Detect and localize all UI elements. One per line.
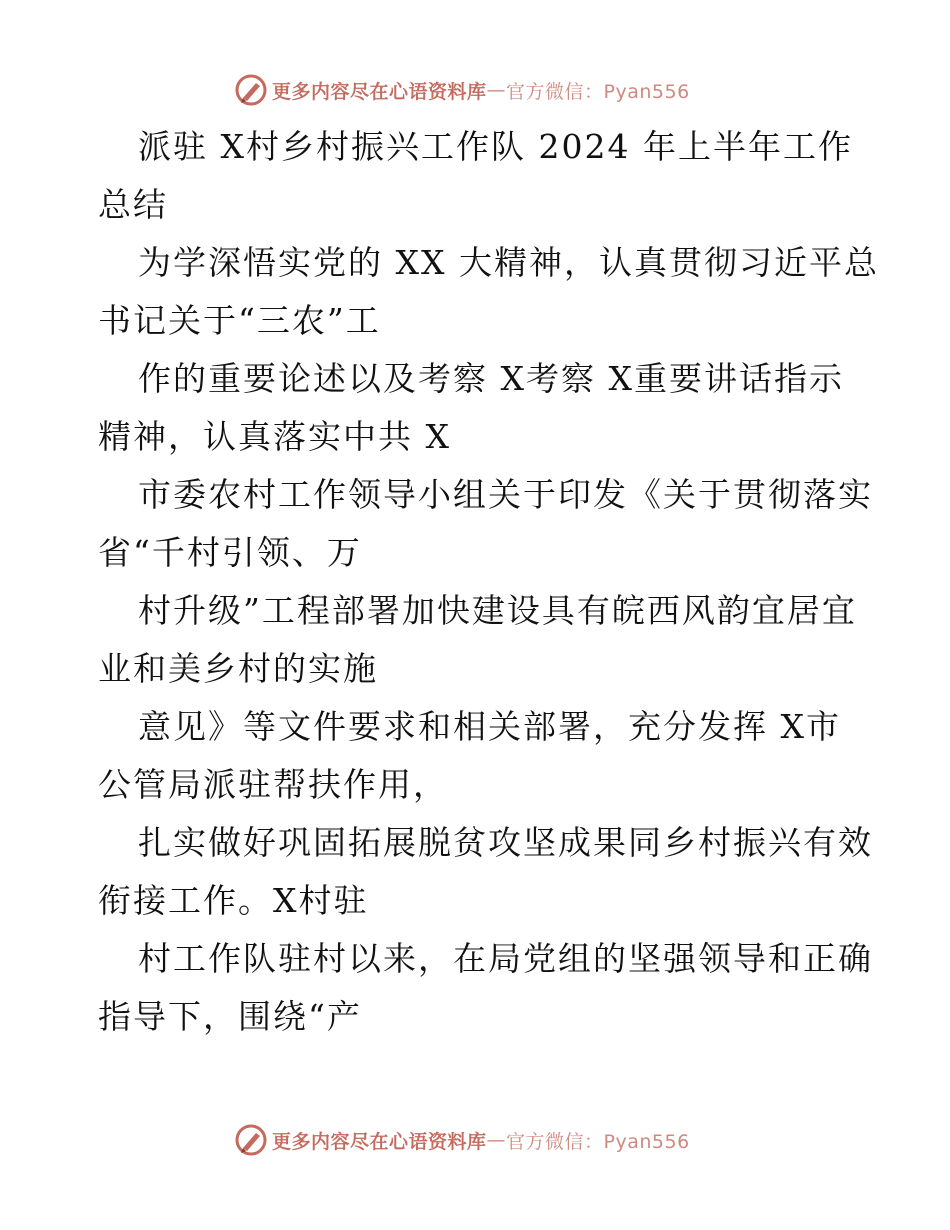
body-line: 作的重要论述以及考察 X考察 X重要讲话指示 bbox=[138, 359, 844, 398]
body-line: 书记关于“三农”工 bbox=[98, 301, 381, 340]
body-line: 村升级”工程部署加快建设具有皖西风韵宜居宜 bbox=[138, 591, 857, 630]
header-left-text: 更多内容尽在心语资料库 bbox=[272, 80, 487, 103]
pen-logo-icon bbox=[234, 73, 268, 107]
body-line: 指导下，围绕“产 bbox=[98, 997, 362, 1036]
footer-left-text: 更多内容尽在心语资料库 bbox=[272, 1130, 487, 1153]
footer-right-text: 官方微信：Pyan556 bbox=[506, 1130, 690, 1153]
title-line-2: 总结 bbox=[98, 185, 168, 224]
footer-separator: — bbox=[486, 1129, 507, 1151]
document-body bbox=[98, 118, 879, 1046]
body-line: 业和美乡村的实施 bbox=[98, 649, 378, 688]
body-line: 衔接工作。X村驻 bbox=[98, 881, 369, 920]
body-line: 扎实做好巩固拓展脱贫攻坚成果同乡村振兴有效 bbox=[138, 823, 873, 862]
body-line: 为学深悟实党的 XX 大精神，认真贯彻习近平总 bbox=[138, 243, 879, 282]
pen-logo-icon bbox=[234, 1123, 268, 1157]
header-banner bbox=[234, 72, 690, 108]
body-line: 精神，认真落实中共 X bbox=[98, 417, 451, 456]
body-line: 市委农村工作领导小组关于印发《关于贯彻落实 bbox=[138, 475, 873, 514]
body-line: 村工作队驻村以来，在局党组的坚强领导和正确 bbox=[138, 939, 873, 978]
body-line: 意见》等文件要求和相关部署，充分发挥 X市 bbox=[138, 707, 841, 746]
body-line: 省“千村引领、万 bbox=[98, 533, 362, 572]
footer-banner bbox=[234, 1122, 690, 1158]
header-right-text: 官方微信：Pyan556 bbox=[506, 80, 690, 103]
body-line: 公管局派驻帮扶作用， bbox=[98, 765, 448, 804]
header-separator: — bbox=[486, 79, 507, 101]
title-line-1: 派驻 X村乡村振兴工作队 2024 年上半年工作 bbox=[138, 127, 853, 166]
